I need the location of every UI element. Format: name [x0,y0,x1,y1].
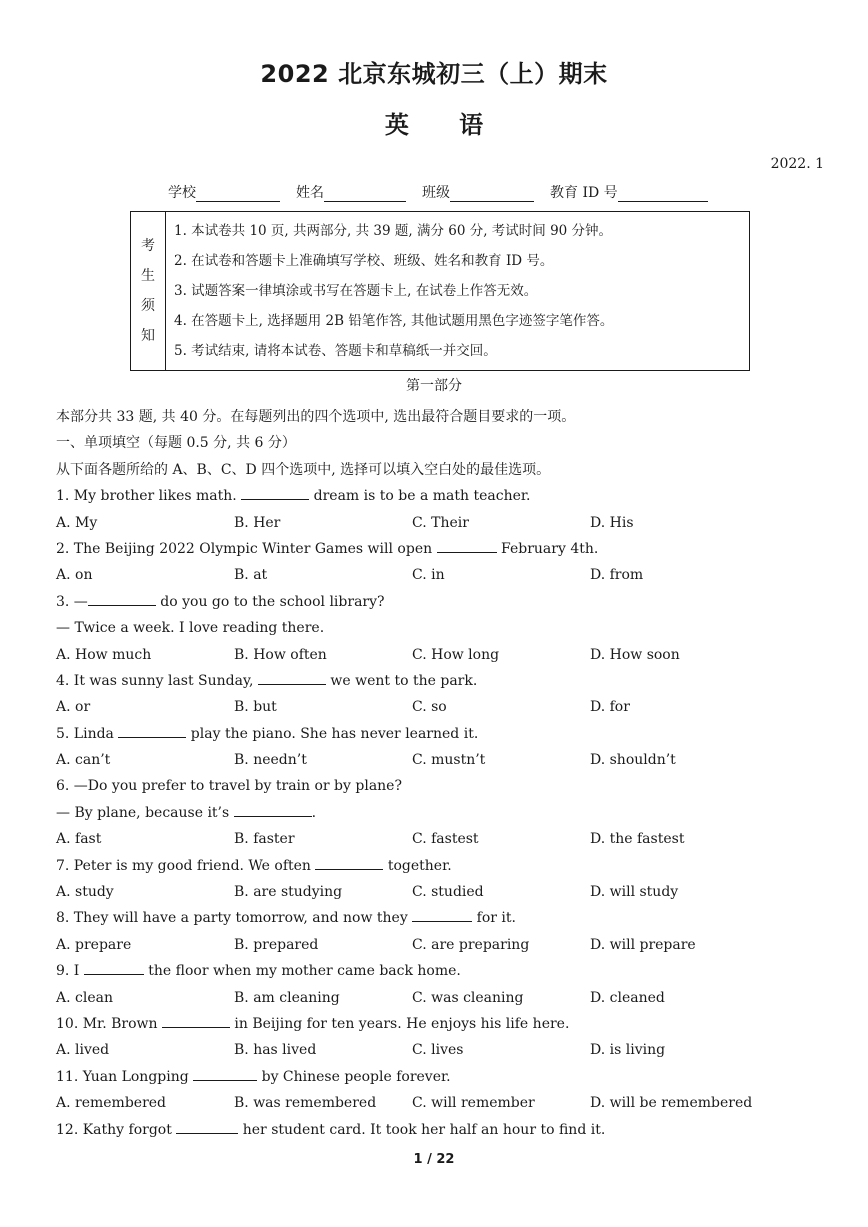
option-d: D. for [590,699,630,716]
stem-text: 6. —Do you prefer to travel by train or by plane? [56,778,402,795]
question-options [56,932,846,958]
option-d: D. shouldn’t [590,752,676,769]
answer-blank [88,591,156,606]
notice-rule: 3. 试题答案一律填涂或书写在答题卡上, 在试卷上作答无效。 [174,283,538,299]
question-options [56,510,846,536]
page-number: 1 / 22 [413,1152,455,1167]
notice-side-char: 考 [141,238,155,254]
question-stem [56,589,846,615]
question-options [56,1090,846,1116]
option-b: B. at [234,567,268,584]
stem-text: her student card. It took her half an hour to find it. [238,1121,606,1138]
option-d: D. will be remembered [590,1095,753,1112]
stem-text: February 4th. [496,540,599,557]
question-stem [56,905,846,931]
notice-rule: 4. 在答题卡上, 选择题用 2B 铅笔作答, 其他试题用黑色字迹签字笔作答。 [174,313,614,329]
exam-date: 2022. 1 [770,156,824,172]
edu-id-label: 教育 ID 号 [550,185,618,201]
option-b: B. was remembered [234,1095,377,1112]
stem-text: 11. Yuan Longping [56,1068,194,1085]
stem-text: for it. [472,910,516,927]
option-a: A. prepare [56,936,132,953]
option-c: C. How long [412,646,500,663]
section-heading: 一、单项填空（每题 0.5 分, 共 6 分） [56,435,296,452]
option-d: D. is living [590,1042,666,1059]
section-instructions: 从下面各题所给的 A、B、C、D 四个选项中, 选择可以填入空白处的最佳选项。 [56,461,551,478]
stem-text: by Chinese people forever. [257,1068,451,1085]
question-options [56,694,846,720]
answer-blank [258,670,326,685]
name-blank [324,185,406,202]
option-a: A. on [56,567,93,584]
question-stem [56,483,846,509]
stem-text: 9. I [56,963,84,980]
question-options [56,747,846,773]
section-intro: 本部分共 33 题, 共 40 分。在每题列出的四个选项中, 选出最符合题目要求的一项。 [56,409,576,425]
exam-notice-box [130,211,750,371]
question-options [56,985,846,1011]
question-section [56,404,846,1143]
question-options [56,879,846,905]
option-a: A. or [56,699,91,716]
option-c: C. mustn’t [412,752,486,769]
option-c: C. will remember [412,1095,535,1112]
option-a: A. study [56,884,114,901]
option-c: C. was cleaning [412,989,524,1006]
notice-rule: 1. 本试卷共 10 页, 共两部分, 共 39 题, 满分 60 分, 考试时间 90 分钟。 [174,223,613,239]
option-a: A. fast [56,831,102,848]
part-title: 第一部分 [406,378,462,394]
option-d: D. from [590,567,644,584]
question-options [56,826,846,852]
answer-blank [412,907,472,922]
question-stem [56,536,846,562]
option-a: A. clean [56,989,113,1006]
stem-text: play the piano. She has never learned it. [186,725,479,742]
stem-text: . [311,804,317,821]
notice-rule: 2. 在试卷和答题卡上准确填写学校、班级、姓名和教育 ID 号。 [174,253,554,269]
option-d: D. cleaned [590,989,665,1006]
stem-text: 1. My brother likes math. [56,488,242,505]
option-c: C. Their [412,514,469,531]
option-c: C. in [412,567,445,584]
answer-blank [84,960,144,975]
notice-side-label [131,212,166,370]
question-stem [56,1064,846,1090]
answer-blank [176,1119,238,1134]
name-label: 姓名 [296,185,324,201]
option-b: B. prepared [234,936,319,953]
option-c: C. fastest [412,831,479,848]
option-d: D. will prepare [590,936,696,953]
stem-text: in Beijing for ten years. He enjoys his life here. [229,1015,570,1032]
school-blank [196,185,280,202]
option-c: C. are preparing [412,936,530,953]
question-stem [56,853,846,879]
stem-text: 4. It was sunny last Sunday, [56,672,258,689]
stem-text: together. [383,857,452,874]
stem-text: 12. Kathy forgot [56,1121,177,1138]
edu-id-blank [618,185,708,202]
stem-text: 7. Peter is my good friend. We often [56,857,316,874]
question-stem [56,958,846,984]
answer-blank [234,802,312,817]
option-b: B. am cleaning [234,989,340,1006]
student-info-row [168,182,708,202]
answer-blank [241,485,309,500]
question-options [56,642,846,668]
exam-title: 2022 北京东城初三（上）期末 [260,60,608,88]
option-b: B. but [234,699,277,716]
option-b: B. faster [234,831,295,848]
question-stem [56,1011,846,1037]
option-a: A. lived [56,1042,110,1059]
option-a: A. My [56,514,98,531]
question-options [56,562,846,588]
option-b: B. Her [234,514,281,531]
stem-text: 2. The Beijing 2022 Olympic Winter Games will open [56,540,437,557]
stem-text: 8. They will have a party tomorrow, and now they [56,910,413,927]
option-b: B. are studying [234,884,343,901]
option-a: A. remembered [56,1095,167,1112]
option-c: C. lives [412,1042,464,1059]
question-stem [56,721,846,747]
stem-text: 10. Mr. Brown [56,1015,162,1032]
option-c: C. studied [412,884,484,901]
option-d: D. will study [590,884,679,901]
option-d: D. the fastest [590,831,685,848]
answer-blank [437,538,497,553]
answer-blank [315,855,383,870]
stem-text: 3. — [56,593,88,610]
answer-blank [118,723,186,738]
notice-side-char: 生 [141,268,155,284]
answer-blank [162,1013,230,1028]
question-options [56,1037,846,1063]
stem-text: do you go to the school library? [155,593,385,610]
option-b: B. How often [234,646,327,663]
option-d: D. How soon [590,646,680,663]
school-label: 学校 [168,185,196,201]
stem-text: we went to the park. [325,672,478,689]
notice-rule: 5. 考试结束, 请将本试卷、答题卡和草稿纸一并交回。 [174,343,497,359]
stem-text: 5. Linda [56,725,119,742]
option-b: B. has lived [234,1042,317,1059]
option-b: B. needn’t [234,752,307,769]
question-stem [56,773,846,799]
notice-side-char: 知 [141,328,155,344]
answer-blank [193,1066,257,1081]
stem-text: dream is to be a math teacher. [309,488,531,505]
option-a: A. How much [56,646,152,663]
exam-subject: 英 语 [384,111,484,139]
stem-text: the floor when my mother came back home. [143,963,461,980]
option-a: A. can’t [56,752,111,769]
question-response: — Twice a week. I love reading there. [56,620,325,637]
class-label: 班级 [422,185,450,201]
option-c: C. so [412,699,447,716]
question-stem [56,1117,846,1143]
question-response [56,800,846,826]
notice-side-char: 须 [141,298,155,314]
notice-rules [166,212,613,370]
class-blank [450,185,534,202]
stem-text: — By plane, because it’s [56,804,234,821]
option-d: D. His [590,514,634,531]
question-stem [56,668,846,694]
